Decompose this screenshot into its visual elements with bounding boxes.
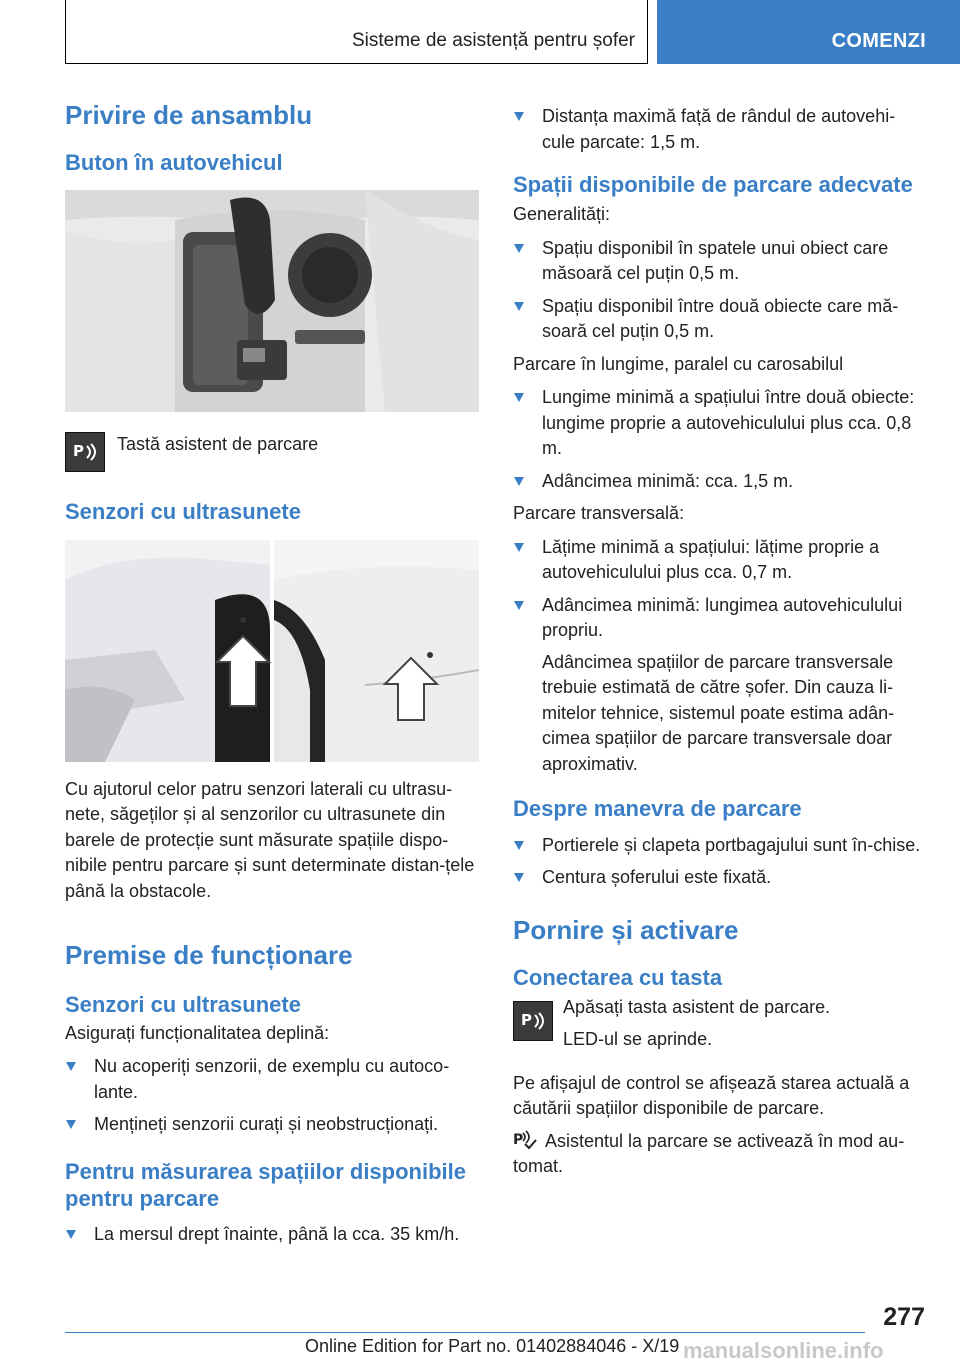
parallel-bullet-list [513, 385, 928, 494]
heading-parking-maneuver: Despre manevra de parcare [513, 796, 802, 822]
list-item-subtext: Adâncimea spațiilor de parcare transversale trebuie estimată de către șofer. Din cauza li‐mitelor tehnice, sistemul poate estima adân‐cimea spațiilor de parcare transversale doar aproximativ. [542, 651, 895, 774]
transverse-label: Parcare transversală: [513, 503, 685, 524]
list-item [513, 294, 928, 345]
list-item-text: Portierele și clapeta portbagajului sunt în‐chise. [542, 834, 921, 855]
parking-active-icon [513, 1130, 539, 1150]
connect-line-1: Apăsați tasta asistent de parcare. [563, 996, 831, 1017]
heading-connect-with-key: Conectarea cu tasta [513, 964, 723, 990]
list-item [513, 236, 928, 287]
key-caption-row [65, 432, 479, 492]
top-bullet-list [513, 104, 928, 155]
heading-overview: Privire de ansamblu [65, 100, 313, 130]
ultrasonic-sensors-photo [65, 540, 479, 762]
list-item [65, 1222, 479, 1248]
list-item-text: Distanța maximă față de rândul de autovehi‐cule parcate: 1,5 m. [542, 106, 896, 152]
ensure-paragraph: Asigurați funcționalitatea deplină: [65, 1022, 330, 1043]
list-item-text: Adâncimea minimă: lungimea autovehiculului propriu. [542, 594, 903, 641]
connect-line-2: LED-ul se aprinde. [563, 1028, 713, 1049]
ensure-bullet-list [65, 1054, 479, 1138]
bullet-triangle-icon [66, 1230, 76, 1239]
active-paragraph [513, 1129, 928, 1180]
list-item [513, 535, 928, 586]
heading-suitable-spaces: Spații disponibile de parcare adecvate [513, 172, 913, 197]
bullet-triangle-icon [514, 543, 524, 552]
bullet-triangle-icon [514, 601, 524, 610]
maneuver-bullet-list [513, 833, 928, 891]
header-tab-comenzi[interactable] [657, 0, 960, 64]
list-item-text: Spațiu disponibil între două obiecte care mă‐soară cel puțin 0,5 m. [542, 295, 899, 342]
bullet-triangle-icon [514, 873, 524, 882]
bullet-triangle-icon [514, 244, 524, 253]
heading-measure-spaces: Pentru măsurarea spațiilor disponibile pentru parcare [65, 1158, 466, 1211]
key-caption-text: Tastă asistent de parcare [117, 434, 319, 455]
list-item [65, 1054, 479, 1105]
measure-bullet-list [65, 1222, 479, 1248]
list-item-text: Centura șoferului este fixată. [542, 867, 772, 888]
list-item [513, 865, 928, 891]
general-bullet-list [513, 236, 928, 345]
bullet-triangle-icon [514, 302, 524, 311]
bullet-triangle-icon [66, 1120, 76, 1129]
list-item-text: Adâncimea minimă: cca. 1,5 m. [542, 470, 794, 491]
transverse-bullet-list [513, 535, 928, 778]
list-item [513, 385, 928, 462]
center-console-photo [65, 190, 479, 412]
connect-row [513, 995, 928, 1061]
active-paragraph-text: Asistentul la parcare se activează în mod au‐tomat. [513, 1130, 905, 1177]
list-item [513, 469, 928, 495]
header-tab-label: COMENZI [831, 30, 926, 52]
general-label: Generalități: [513, 204, 611, 225]
footer-divider [65, 1332, 865, 1333]
left-column [65, 100, 479, 1255]
display-paragraph: Pe afișajul de control se afișează starea actuală a căutării spațiilor disponibile de parcare. [513, 1072, 910, 1119]
parking-assistant-key-icon: P [513, 1001, 553, 1041]
list-item [513, 833, 928, 859]
header-section-box [65, 0, 648, 64]
list-item [513, 104, 928, 155]
heading-ultrasonic-sensors: Senzori cu ultrasunete [65, 499, 301, 525]
bullet-triangle-icon [514, 477, 524, 486]
list-item [65, 1112, 479, 1138]
sensors-paragraph: Cu ajutorul celor patru senzori laterali cu ultrasu‐nete, săgeților și al senzorilor cu ultrasunete din barele de protecție sunt măsurate spațiile dispo‐nibile pentru parcare și sunt determinate distan‐țele până la obstacole. [65, 778, 475, 901]
header-section-title: Sisteme de asistență pentru șofer [351, 30, 635, 51]
parallel-label: Parcare în lungime, paralel cu carosabilul [513, 353, 844, 374]
list-item-text: Nu acoperiți senzorii, de exemplu cu autoco‐lante. [94, 1056, 450, 1102]
heading-start-activation: Pornire și activare [513, 914, 739, 945]
list-item [513, 593, 928, 778]
bullet-triangle-icon [66, 1062, 76, 1071]
page-number: 277 [883, 1303, 925, 1331]
right-column [513, 104, 928, 1180]
bullet-triangle-icon [514, 393, 524, 402]
list-item-text: Lățime minimă a spațiului: lățime proprie a autovehiculului plus cca. 0,7 m. [542, 536, 880, 583]
list-item-text: La mersul drept înainte, până la cca. 35 km/h. [94, 1224, 460, 1245]
footer-watermark: manualsonline.info [683, 1338, 884, 1363]
list-item-text: Lungime minimă a spațiului între două obiecte: lungime proprie a autovehiculului plus cca. 0,8 m. [542, 387, 915, 459]
bullet-triangle-icon [514, 112, 524, 121]
bullet-triangle-icon [514, 841, 524, 850]
list-item-text: Spațiu disponibil în spatele unui obiect care măsoară cel puțin 0,5 m. [542, 237, 889, 284]
list-item-text: Mențineți senzorii curați și neobstrucționați. [94, 1114, 439, 1135]
svg-text:P: P [513, 1131, 524, 1148]
heading-button-in-vehicle: Buton în autovehicul [65, 150, 283, 176]
heading-premise: Premise de funcționare [65, 940, 353, 971]
parking-assistant-key-icon: P [65, 432, 105, 472]
footer-edition: Online Edition for Part no. 01402884046 - X/19 [305, 1336, 680, 1356]
heading-ultrasonic-sensors-2: Senzori cu ultrasunete [65, 992, 301, 1018]
